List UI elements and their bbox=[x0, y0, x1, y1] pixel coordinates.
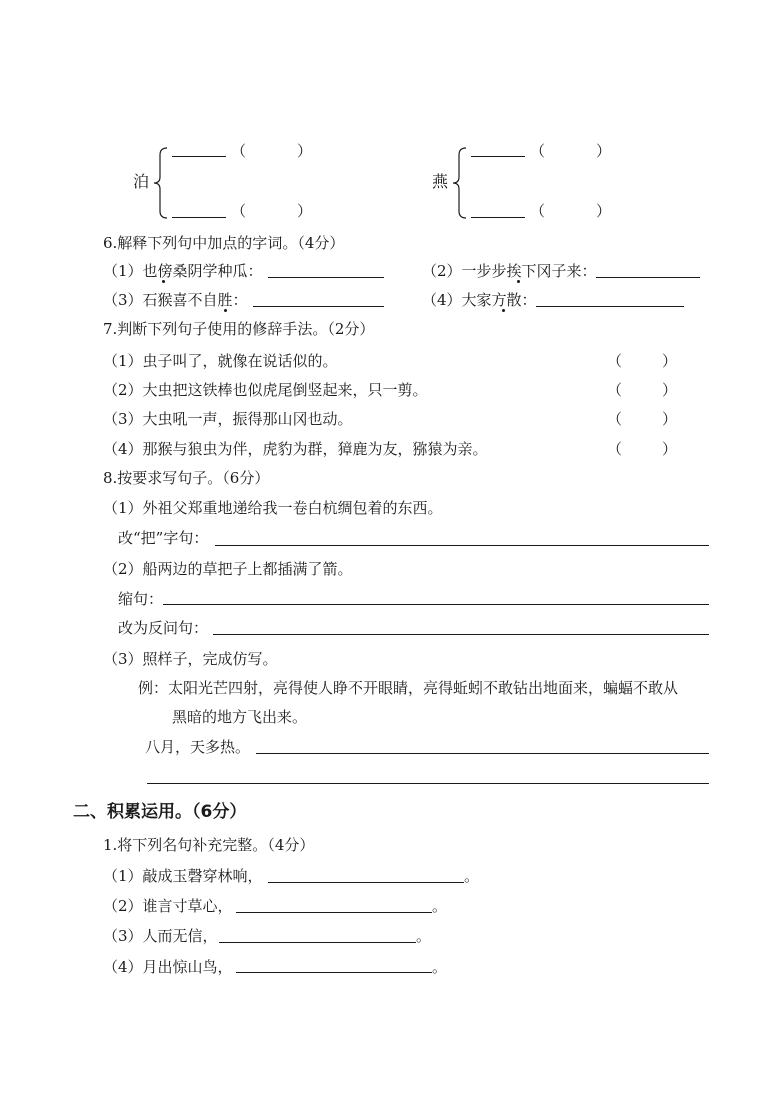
q6-blank-1[interactable] bbox=[268, 277, 384, 278]
bo-brace bbox=[153, 146, 169, 220]
q8-blank-shorten[interactable] bbox=[163, 604, 709, 605]
emphasis-dot-fang bbox=[502, 309, 505, 312]
q7-rp-4: ） bbox=[662, 440, 678, 458]
quote-end-2: 。 bbox=[432, 897, 448, 915]
quote-item-2: （2）谁言寸草心， bbox=[103, 897, 233, 915]
bo-blank-1[interactable] bbox=[172, 156, 226, 157]
yan-blank-2[interactable] bbox=[471, 217, 525, 218]
emphasis-dot-sheng bbox=[224, 309, 227, 312]
bo-paren-open-2: （ bbox=[231, 202, 247, 220]
q8-imitation-start: 八月，天多热。 bbox=[145, 738, 251, 756]
quote-blank-2[interactable] bbox=[236, 912, 432, 913]
q6-blank-3[interactable] bbox=[253, 306, 384, 307]
quote-item-3: （3）人而无信， bbox=[103, 927, 218, 945]
section2-q1-title: 1.将下列名句补充完整。（4分） bbox=[103, 836, 315, 854]
bo-blank-2[interactable] bbox=[172, 217, 226, 218]
yan-paren-open-1: （ bbox=[530, 142, 546, 160]
bo-paren-open-1: （ bbox=[231, 142, 247, 160]
q7-item-4: （4）那猴与狼虫为伴，虎豹为群，獐鹿为友，猕猿为亲。 bbox=[103, 440, 488, 458]
quote-end-4: 。 bbox=[432, 958, 448, 976]
q6-blank-2[interactable] bbox=[596, 277, 700, 278]
q6-blank-4[interactable] bbox=[536, 306, 684, 307]
yan-char: 燕 bbox=[432, 172, 449, 191]
q8-blank-imitation-1[interactable] bbox=[256, 753, 709, 754]
q8-blank-ba[interactable] bbox=[215, 545, 709, 546]
section-2-heading: 二、积累运用。（6分） bbox=[73, 802, 247, 822]
quote-end-3: 。 bbox=[416, 927, 432, 945]
q7-title: 7.判断下列句子使用的修辞手法。（2分） bbox=[103, 320, 375, 338]
q8-sentence-2: （2）船两边的草把子上都插满了箭。 bbox=[103, 560, 353, 578]
q8-task-rhetorical: 改为反问句： bbox=[118, 619, 209, 637]
quote-end-1: 。 bbox=[464, 867, 480, 885]
q7-lp-4: （ bbox=[607, 440, 623, 458]
bo-char: 泊 bbox=[133, 172, 150, 191]
yan-paren-close-1: ） bbox=[596, 142, 612, 160]
q6-item-1: （1）也傍桑阴学种瓜： bbox=[103, 262, 263, 280]
q7-item-3: （3）大虫吼一声，振得那山冈也动。 bbox=[103, 410, 353, 428]
quote-blank-4[interactable] bbox=[236, 972, 432, 973]
q8-sentence-1: （1）外祖父郑重地递给我一卷白杭绸包着的东西。 bbox=[103, 499, 443, 517]
quote-blank-1[interactable] bbox=[268, 882, 464, 883]
quote-item-1: （1）敲成玉磬穿林响， bbox=[103, 867, 263, 885]
quote-item-4: （4）月出惊山鸟， bbox=[103, 958, 233, 976]
bo-paren-close-1: ） bbox=[297, 142, 313, 160]
q8-task-ba: 改“把”字句： bbox=[118, 529, 209, 547]
q8-title: 8.按要求写句子。（6分） bbox=[103, 469, 270, 487]
quote-blank-3[interactable] bbox=[219, 942, 416, 943]
q8-example-line-1: 例：太阳光芒四射，亮得使人睁不开眼睛，亮得蚯蚓不敢钻出地面来，蝙蝠不敢从 bbox=[138, 679, 679, 697]
bo-paren-close-2: ） bbox=[297, 202, 313, 220]
q6-item-2: （2）一步步挨下冈子来： bbox=[422, 262, 597, 280]
emphasis-dot-bang bbox=[162, 280, 165, 283]
q6-title: 6.解释下列句中加点的字词。（4分） bbox=[103, 234, 345, 252]
q8-sentence-3: （3）照样子，完成仿写。 bbox=[103, 650, 278, 668]
q8-blank-rhetorical[interactable] bbox=[213, 634, 709, 635]
q7-lp-3: （ bbox=[607, 410, 623, 428]
q7-rp-2: ） bbox=[662, 381, 678, 399]
q7-item-2: （2）大虫把这铁棒也似虎尾倒竖起来，只一剪。 bbox=[103, 381, 428, 399]
q7-rp-3: ） bbox=[662, 410, 678, 428]
q6-item-4: （4）大家方散： bbox=[422, 291, 537, 309]
yan-brace bbox=[452, 146, 468, 220]
yan-blank-1[interactable] bbox=[471, 156, 525, 157]
q8-blank-imitation-2[interactable] bbox=[147, 783, 709, 784]
q7-rp-1: ） bbox=[662, 352, 678, 370]
q7-lp-1: （ bbox=[607, 352, 623, 370]
yan-paren-open-2: （ bbox=[530, 202, 546, 220]
q8-task-shorten: 缩句： bbox=[118, 590, 164, 608]
q6-item-3: （3）石猴喜不自胜： bbox=[103, 291, 248, 309]
q8-example-line-2: 黑暗的地方飞出来。 bbox=[172, 708, 308, 726]
q7-lp-2: （ bbox=[607, 381, 623, 399]
q7-item-1: （1）虫子叫了，就像在说话似的。 bbox=[103, 352, 338, 370]
yan-paren-close-2: ） bbox=[596, 202, 612, 220]
emphasis-dot-ai bbox=[517, 280, 520, 283]
